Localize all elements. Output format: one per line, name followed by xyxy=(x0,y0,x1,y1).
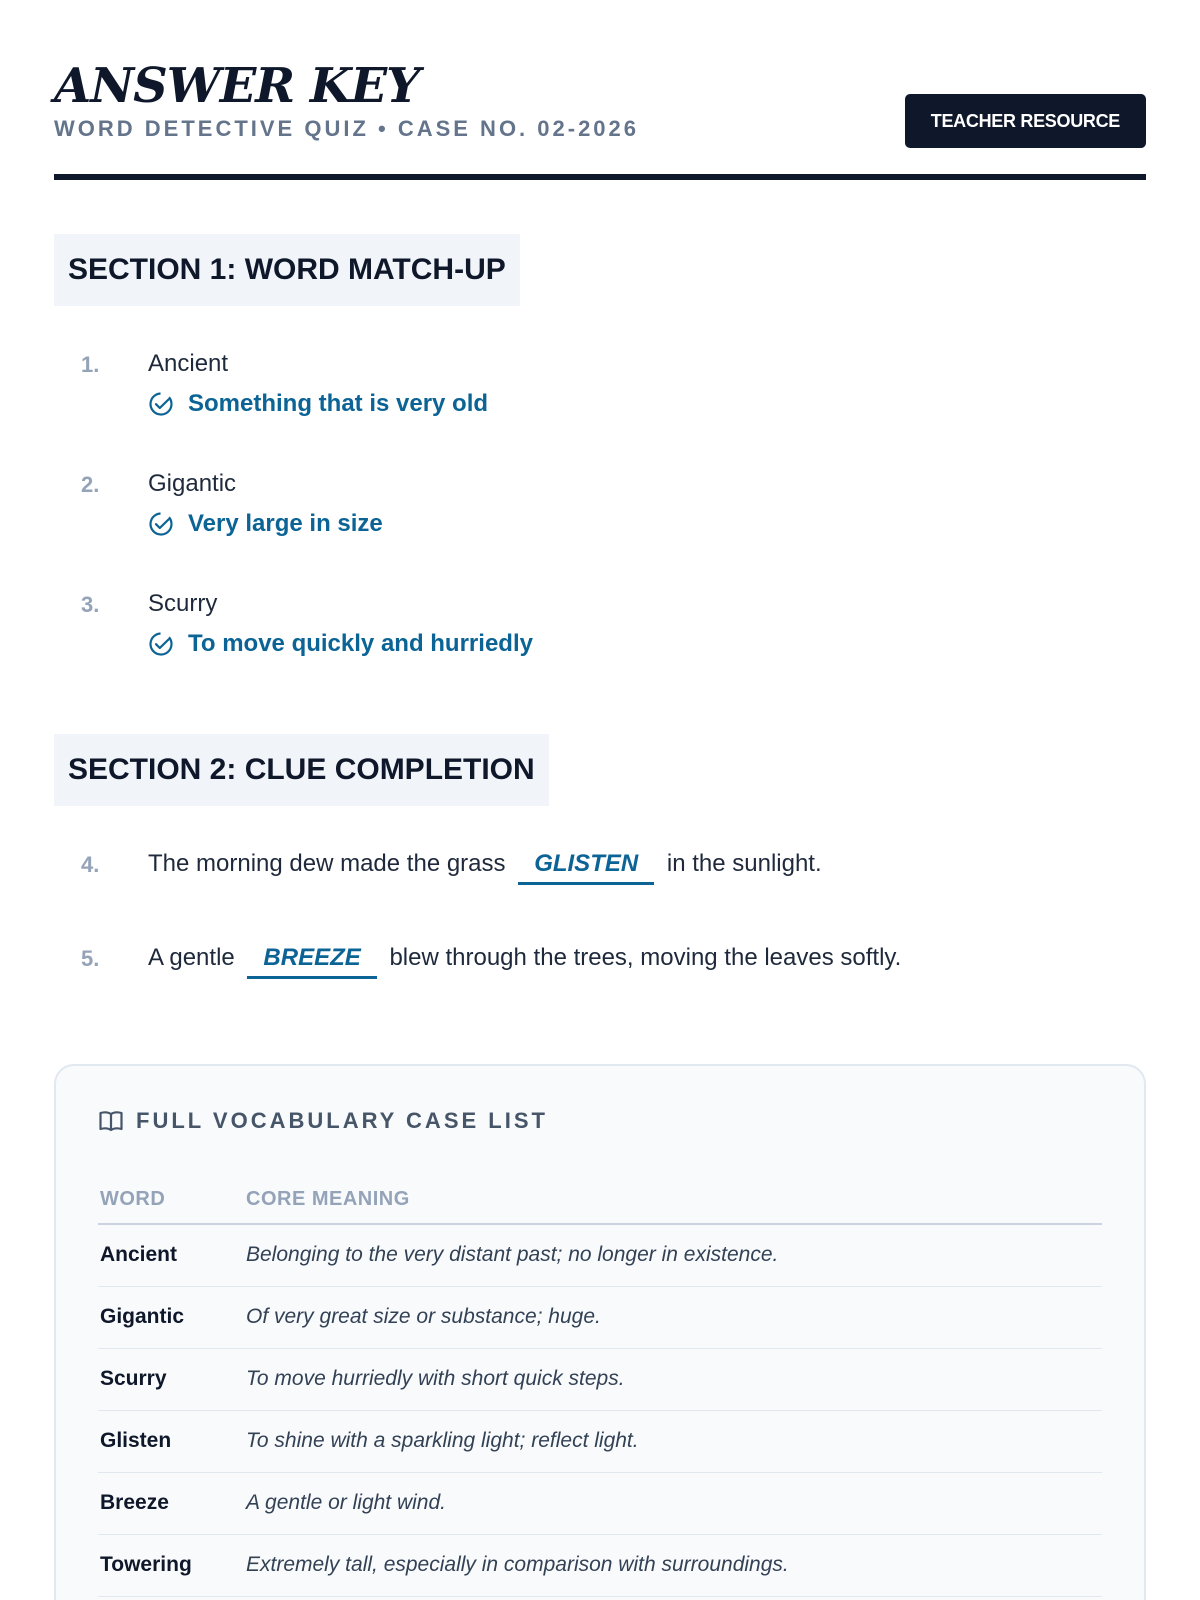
item-number: 3. xyxy=(81,592,100,617)
clue-answer-blank: GLISTEN xyxy=(518,850,654,885)
vocab-meaning: Extremely tall, especially in comparison with surroundings. xyxy=(244,1534,1102,1596)
item-number: 4. xyxy=(81,852,100,877)
section-2-heading: SECTION 2: CLUE COMPLETION xyxy=(54,734,549,806)
answer-text: Very large in size xyxy=(188,510,383,537)
vocab-word: Glisten xyxy=(98,1410,244,1472)
vocab-meaning: Belonging to the very distant past; no longer in existence. xyxy=(244,1224,1102,1286)
vocabulary-title xyxy=(98,1108,548,1134)
vocab-word: Ancient xyxy=(98,1224,244,1286)
vocabulary-title-text: FULL VOCABULARY CASE LIST xyxy=(136,1108,548,1133)
clue-sentence xyxy=(148,850,822,885)
clue-before: The morning dew made the grass xyxy=(148,850,506,877)
clue-sentence xyxy=(148,944,901,979)
vocab-word: Breeze xyxy=(98,1472,244,1534)
vocab-meaning: A gentle or light wind. xyxy=(244,1472,1102,1534)
vocabulary-table xyxy=(98,1176,1102,1597)
teacher-resource-badge[interactable]: TEACHER RESOURCE xyxy=(905,94,1146,148)
table-row xyxy=(98,1224,1102,1286)
item-number: 5. xyxy=(81,946,100,971)
table-row xyxy=(98,1472,1102,1534)
page-subtitle: WORD DETECTIVE QUIZ • CASE NO. 02-2026 xyxy=(54,116,640,141)
item-number: 2. xyxy=(81,472,100,497)
table-row xyxy=(98,1410,1102,1472)
header xyxy=(54,58,1146,180)
section-1-heading: SECTION 1: WORD MATCH-UP xyxy=(54,234,520,306)
check-circle-icon xyxy=(148,511,174,537)
table-header-row xyxy=(98,1176,1102,1224)
clue-after: blew through the trees, moving the leaves softly. xyxy=(389,944,902,971)
table-row xyxy=(98,1348,1102,1410)
item-word: Scurry xyxy=(148,590,218,617)
item-answer xyxy=(148,630,533,658)
item-answer xyxy=(148,510,383,538)
vocab-word: Towering xyxy=(98,1534,244,1596)
column-header-meaning: CORE MEANING xyxy=(244,1176,1102,1224)
item-word: Ancient xyxy=(148,350,229,377)
table-row xyxy=(98,1534,1102,1596)
check-circle-icon xyxy=(148,391,174,417)
open-book-icon xyxy=(98,1109,124,1133)
check-circle-icon xyxy=(148,631,174,657)
table-row xyxy=(98,1286,1102,1348)
vocab-meaning: Of very great size or substance; huge. xyxy=(244,1286,1102,1348)
clue-before: A gentle xyxy=(148,944,235,971)
clue-after: in the sunlight. xyxy=(666,850,822,877)
answer-text: To move quickly and hurriedly xyxy=(188,630,533,657)
answer-text: Something that is very old xyxy=(188,390,489,417)
vocab-word: Scurry xyxy=(98,1348,244,1410)
item-word: Gigantic xyxy=(148,470,237,497)
item-answer xyxy=(148,390,488,418)
page-title: ANSWER KEY xyxy=(54,58,420,114)
vocab-meaning: To move hurriedly with short quick steps. xyxy=(244,1348,1102,1410)
column-header-word: WORD xyxy=(98,1176,244,1224)
clue-answer-blank: BREEZE xyxy=(247,944,376,979)
vocab-word: Gigantic xyxy=(98,1286,244,1348)
vocab-meaning: To shine with a sparkling light; reflect light. xyxy=(244,1410,1102,1472)
header-divider xyxy=(54,174,1146,180)
item-number: 1. xyxy=(81,352,100,377)
vocabulary-panel xyxy=(54,1064,1146,1600)
